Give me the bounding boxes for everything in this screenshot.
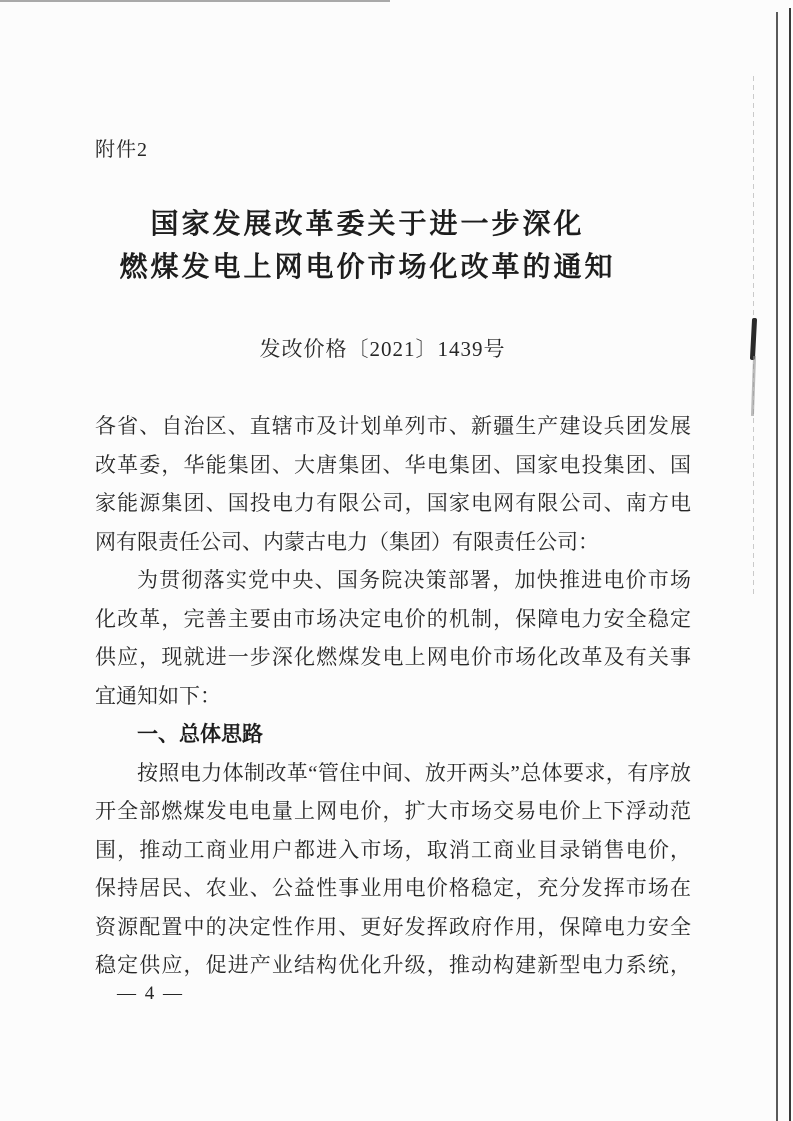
body-line: 为贯彻落实党中央、国务院决策部署，加快推进电价市场 bbox=[137, 568, 691, 592]
document-body bbox=[95, 407, 691, 985]
body-line: 开全部燃煤发电电量上网电价，扩大市场交易电价上下浮动范 bbox=[95, 799, 691, 823]
body-line: 保持居民、农业、公益性事业用电价格稳定，充分发挥市场在 bbox=[95, 876, 691, 900]
title-line-1: 国家发展改革委关于进一步深化 bbox=[150, 209, 585, 240]
body-line: 供应，现就进一步深化燃煤发电上网电价市场化改革及有关事 bbox=[95, 645, 691, 669]
scan-right-edge-line-2 bbox=[789, 8, 791, 1121]
ink-smudge-mark bbox=[750, 318, 757, 360]
body-line: 网有限责任公司、内蒙古电力（集团）有限责任公司： bbox=[95, 529, 599, 554]
scan-right-edge-line-1 bbox=[776, 12, 778, 1121]
body-line: 家能源集团、国投电力有限公司，国家电网有限公司、南方电 bbox=[95, 491, 691, 515]
body-line: 资源配置中的决定性作用、更好发挥政府作用，保障电力安全 bbox=[95, 914, 691, 939]
body-line: 围，推动工商业用户都进入市场，取消工商业目录销售电价， bbox=[95, 837, 691, 862]
document-title bbox=[70, 203, 665, 289]
ink-smudge-tail bbox=[751, 356, 756, 416]
attachment-label: 附件2 bbox=[95, 139, 148, 161]
body-line: 化改革，完善主要由市场决定电价的机制，保障电力安全稳定 bbox=[95, 606, 691, 631]
title-line-2: 燃煤发电上网电价市场化改革的通知 bbox=[119, 252, 616, 283]
body-line: 各省、自治区、直辖市及计划单列市、新疆生产建设兵团发展 bbox=[95, 414, 691, 438]
body-line: 一、总体思路 bbox=[137, 722, 263, 746]
body-line: 稳定供应，促进产业结构优化升级，推动构建新型电力系统， bbox=[95, 953, 691, 977]
body-line: 改革委，华能集团、大唐集团、华电集团、国家电投集团、国 bbox=[95, 452, 691, 477]
body-line: 宜通知如下： bbox=[95, 683, 221, 708]
document-number: 发改价格〔2021〕1439号 bbox=[259, 337, 506, 361]
page-number: — 4 — bbox=[117, 983, 184, 1004]
body-line: 按照电力体制改革“管住中间、放开两头”总体要求，有序放 bbox=[137, 760, 691, 785]
scan-top-edge-line bbox=[0, 0, 390, 2]
